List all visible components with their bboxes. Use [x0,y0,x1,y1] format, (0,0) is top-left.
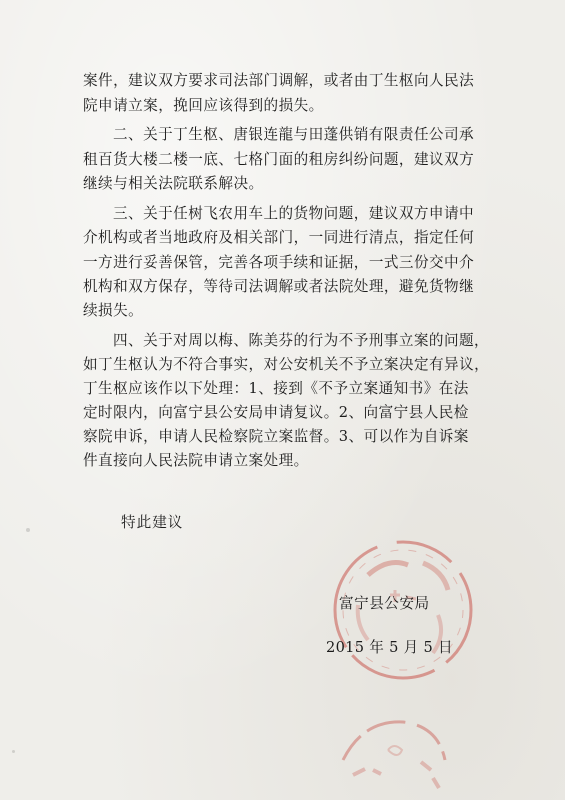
issuer-name: 富宁县公安局 [339,595,430,612]
body-line-7: 介机构或者当地政府及相关部门，一同进行清点，指定任何 [83,229,475,246]
scan-speck [12,750,15,753]
body-line-6: 三、关于任树飞农用车上的货物问题，建议双方申请中 [113,205,475,222]
body-line-3: 二、关于丁生枢、唐银连龍与田蓬供销有限责任公司承 [113,126,475,143]
body-line-16: 件直接向人民法院申请立案处理。 [83,452,309,469]
body-line-14: 定时限内，向富宁县公安局申请复议。2、向富宁县人民检 [83,404,469,421]
body-line-11: 四、关于对周以梅、陈美芬的行为不予刑事立案的问题， [113,332,490,349]
seal-impression-icon [333,700,453,800]
body-line-4: 租百货大楼二楼一底、七格门面的租房纠纷问题，建议双方 [83,151,475,168]
closing-remark: 特此建议 [121,514,184,531]
body-line-10: 续损失。 [83,302,144,319]
scan-speck [26,528,30,532]
body-line-8: 一方进行妥善保管，完善各项手续和证据，一式三份交中介 [83,254,475,271]
body-line-2: 院申请立案，挽回应该得到的损失。 [83,97,324,114]
issue-date: 2015 年 5 月 5 日 [326,639,453,656]
body-line-1: 案件，建议双方要求司法部门调解，或者由丁生枢向人民法 [83,72,475,89]
body-line-15: 察院申诉，申请人民检察院立案监督。3、可以作为自诉案 [83,428,469,445]
body-line-12: 如丁生枢认为不符合事实，对公安机关不予立案决定有异议， [83,356,490,373]
body-line-9: 机构和双方保存，等待司法调解或者法院处理，避免货物继 [83,278,475,295]
body-line-5: 继续与相关法院联系解决。 [83,175,264,192]
body-line-13: 丁生枢应该作以下处理：1、接到《不予立案通知书》在法 [83,380,469,397]
